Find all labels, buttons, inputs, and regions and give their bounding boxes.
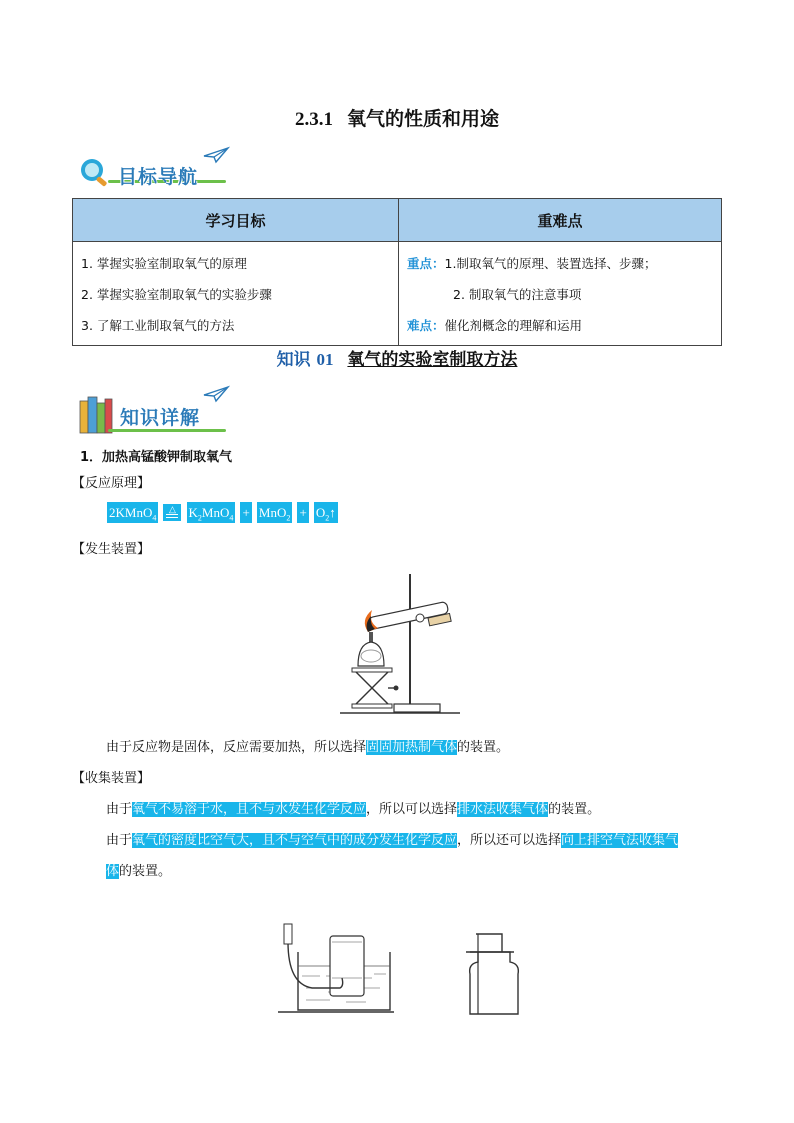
knowledge-prefix: 知识 xyxy=(276,350,311,370)
goal-item: 1. 掌握实验室制取氧气的原理 xyxy=(81,256,247,271)
highlight-answer: 氧气不易溶于水，且不与水发生化学反应 xyxy=(132,802,367,817)
paper-plane-icon xyxy=(202,146,230,164)
knowledge-detail-banner xyxy=(78,385,238,437)
goal-navigation-label: 目标导航 xyxy=(118,166,199,188)
water-displacement-illustration xyxy=(276,922,396,1016)
reaction-condition: △ xyxy=(163,504,181,521)
difficult-point-label: 难点： xyxy=(407,318,445,333)
objectives-table xyxy=(72,198,722,346)
generator-label: 【发生装置】 xyxy=(72,542,151,557)
collector-explanation-2: 由于氧气的密度比空气大，且不与空气中的成分发生化学反应，所以还可以选择向上排空气法收集气 xyxy=(106,833,679,848)
plus-sign: + xyxy=(297,502,308,523)
key-point-label: 重点： xyxy=(407,256,445,271)
header-learning-goals: 学习目标 xyxy=(73,199,399,242)
goal-navigation-banner xyxy=(78,146,238,188)
plus-sign: + xyxy=(240,502,251,523)
reaction-equation xyxy=(107,502,338,523)
heating-apparatus-illustration xyxy=(338,570,468,716)
difficult-point-row xyxy=(407,310,713,341)
section-heading: 1．加热高锰酸钾制取氧气 xyxy=(80,450,233,465)
reactant: 2KMnO$_4$ xyxy=(107,502,158,523)
header-key-difficult: 重难点 xyxy=(399,199,722,242)
knowledge-heading xyxy=(0,345,794,370)
knowledge-detail-label: 知识详解 xyxy=(120,407,201,429)
paper-plane-icon xyxy=(202,385,230,403)
collector-explanation-2-cont: 体的装置。 xyxy=(106,864,172,879)
goals-cell xyxy=(73,242,399,346)
title-number: 2.3.1 xyxy=(294,109,333,130)
generator-explanation: 由于反应物是固体，反应需要加热，所以选择固固加热制气体的装置。 xyxy=(106,740,510,755)
product: MnO$_2$ xyxy=(257,502,292,523)
key-point-row xyxy=(407,248,713,279)
highlight-answer: 体 xyxy=(106,864,120,879)
magnifier-icon xyxy=(78,156,112,188)
knowledge-title: 氧气的实验室制取方法 xyxy=(347,350,518,370)
key-point-item: 2. 制取氧气的注意事项 xyxy=(453,287,582,302)
product: $O_2↑$ xyxy=(314,502,338,523)
highlight-answer: 排水法收集气体 xyxy=(457,802,549,817)
highlight-answer: 固固加热制气体 xyxy=(366,740,458,755)
highlight-answer: 氧气的密度比空气大，且不与空气中的成分发生化学反应 xyxy=(132,833,458,848)
upward-air-displacement-illustration xyxy=(462,932,526,1018)
principle-label: 【反应原理】 xyxy=(72,476,151,491)
collector-explanation-1: 由于氧气不易溶于水，且不与水发生化学反应，所以可以选择排水法收集气体的装置。 xyxy=(106,802,601,817)
key-point-row xyxy=(407,279,713,310)
goal-item: 3. 了解工业制取氧气的方法 xyxy=(81,318,235,333)
title-text: 氧气的性质和用途 xyxy=(346,108,499,130)
knowledge-number: 01 xyxy=(316,350,334,369)
goal-item: 2. 掌握实验室制取氧气的实验步骤 xyxy=(81,287,272,302)
key-difficult-cell xyxy=(399,242,722,346)
difficult-point-text: 催化剂概念的理解和运用 xyxy=(444,318,583,333)
product: $K_2MnO_4$ xyxy=(187,502,236,523)
collector-label: 【收集装置】 xyxy=(72,771,151,786)
page-title xyxy=(0,104,794,131)
key-point-item: 1.制取氧气的原理、装置选择、步骤； xyxy=(444,256,657,271)
highlight-answer: 向上排空气法收集气 xyxy=(561,833,679,848)
